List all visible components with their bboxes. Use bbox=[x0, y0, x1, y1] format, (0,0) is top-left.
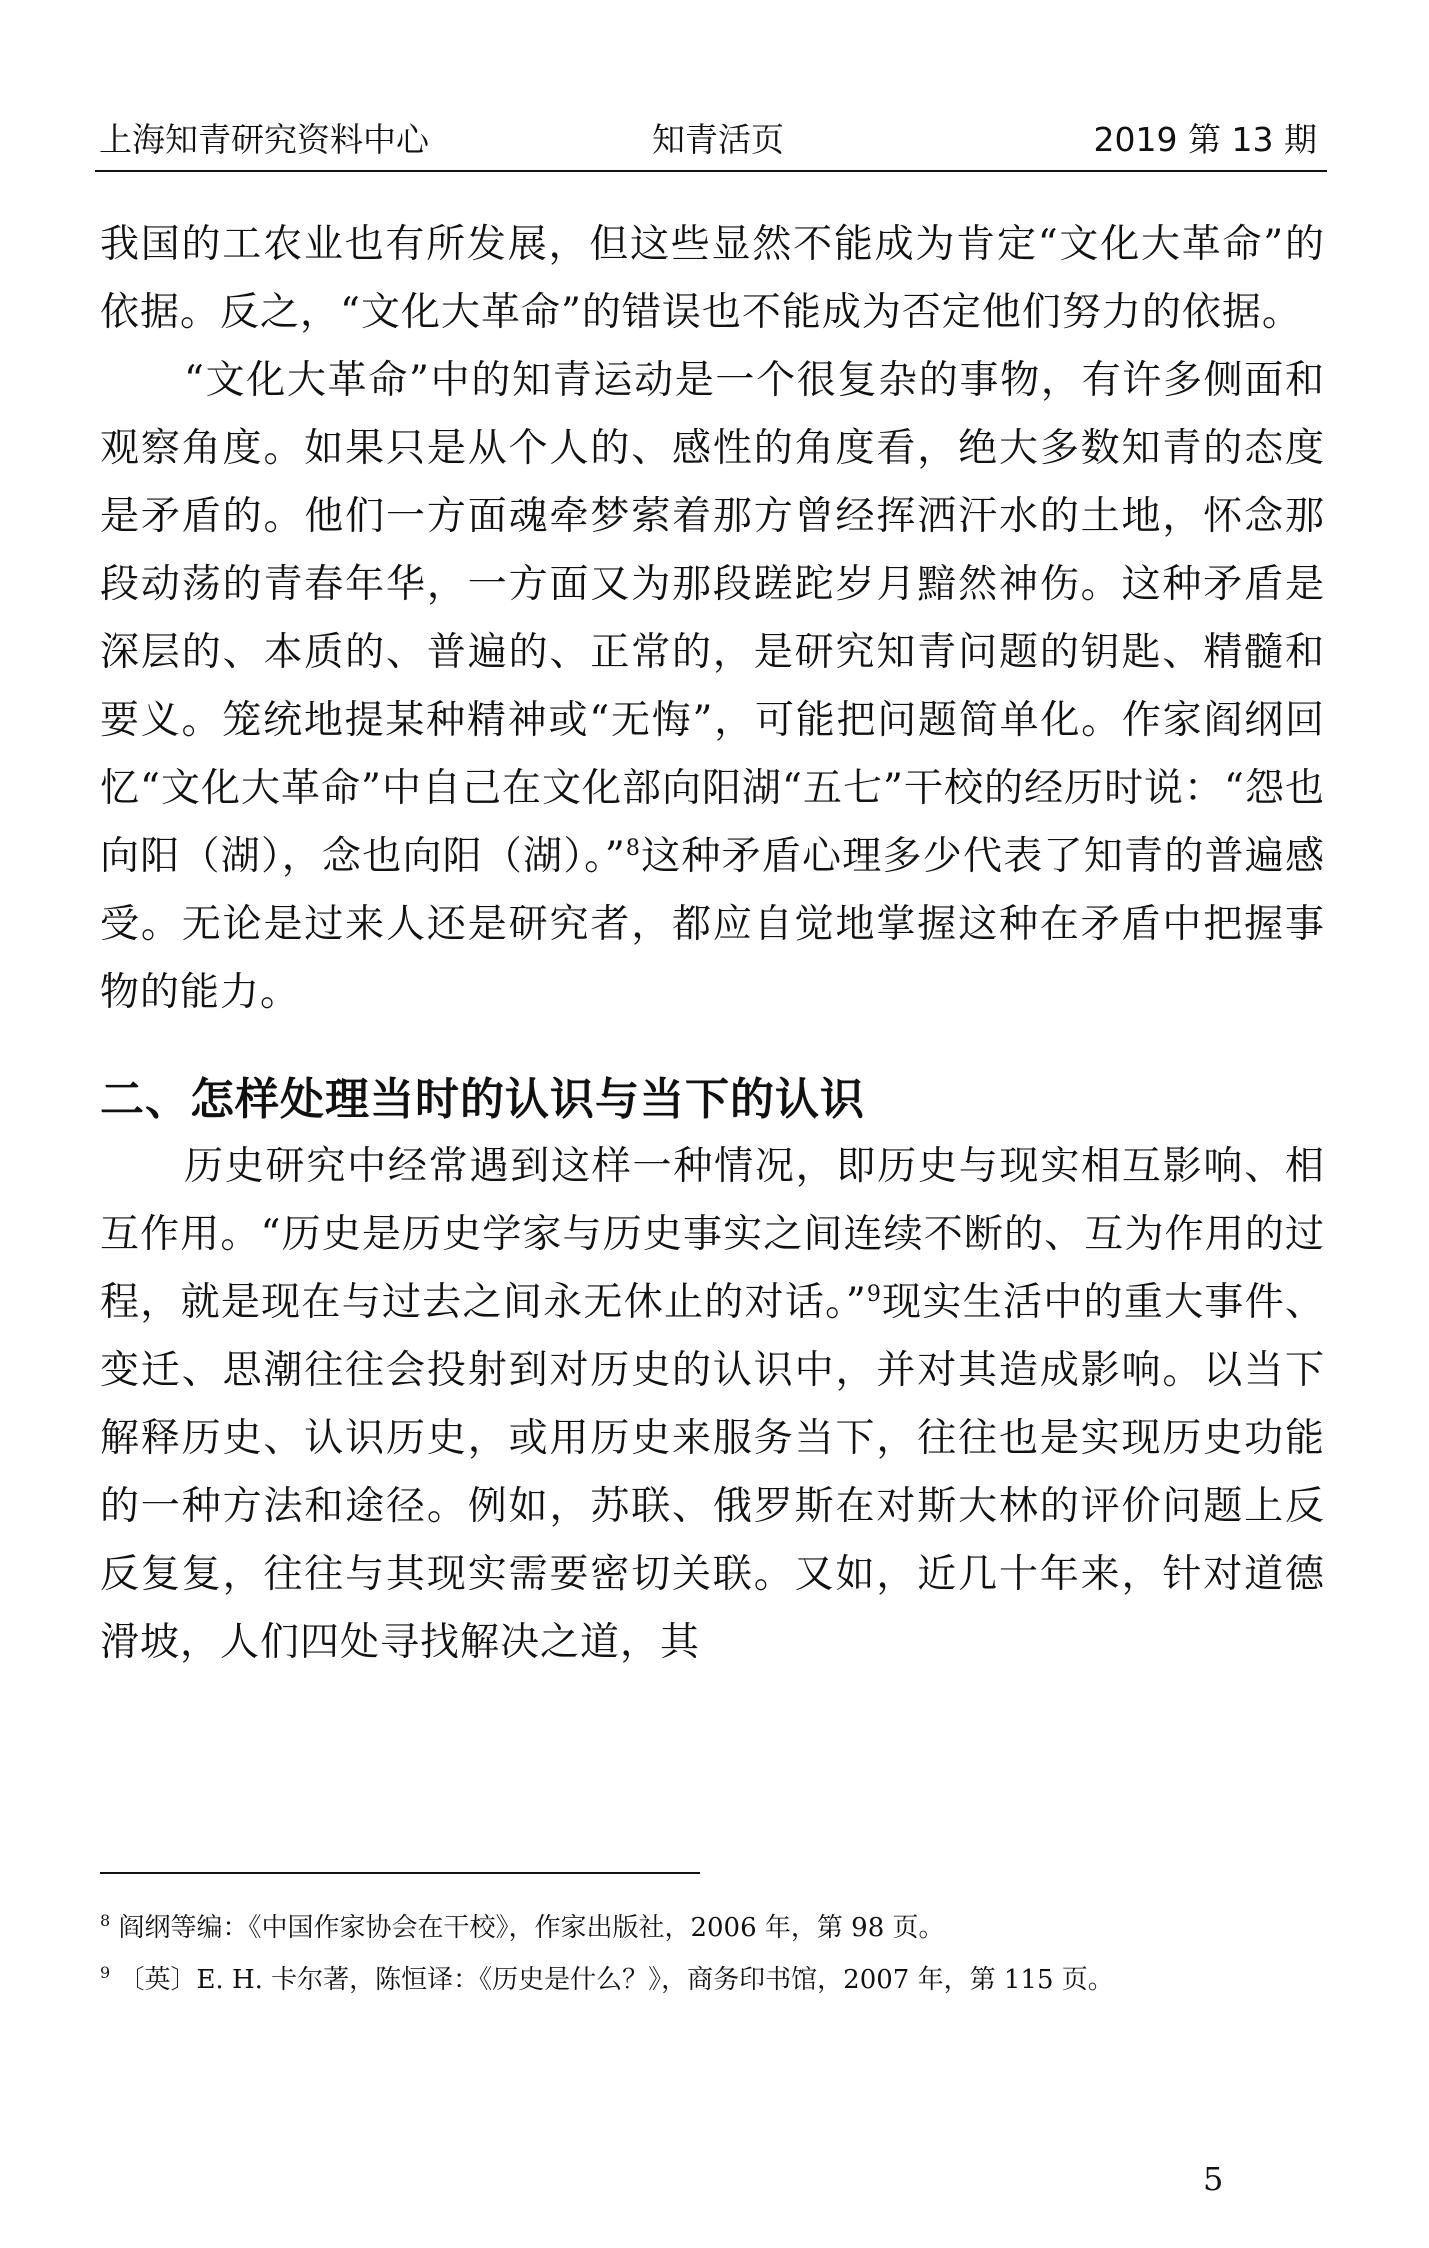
footnote-number: 9 bbox=[100, 1963, 111, 1982]
paragraph-2-part-2: 这种矛盾心理多少代表了知青的普遍感受。无论是过来人还是研究者，都应自觉地掌握这种在矛盾中把握事物的能力。 bbox=[100, 834, 1325, 1015]
footnote-ref-9[interactable]: 9 bbox=[866, 1282, 882, 1307]
article-body bbox=[100, 211, 1325, 1677]
footnotes bbox=[100, 1905, 1260, 2009]
paragraph-2-part-1: “文化大革命”中的知青运动是一个很复杂的事物，有许多侧面和观察角度。如果只是从个人的、感性的角度看，绝大多数知青的态度是矛盾的。他们一方面魂牵梦萦着那方曾经挥洒汗水的土地，怀念那段动荡的青春年华，一方面又为那段蹉跎岁月黯然神伤。这种矛盾是深层的、本质的、普遍的、正常的，是研究知青问题的钥匙、精髓和要义。笼统地提某种精神或“无悔”，可能把问题简单化。作家阎纲回忆“文化大革命”中自己在文化部向阳湖“五七”干校的经历时说：“怨也向阳（湖），念也向阳（湖）。” bbox=[100, 358, 1325, 879]
paragraph-3-part-2: 现实生活中的重大事件、变迁、思潮往往会投射到对历史的认识中，并对其造成影响。以当下解释历史、认识历史，或用历史来服务当下，往往也是实现历史功能的一种方法和途径。例如，苏联、俄罗斯在对斯大林的评价问题上反反复复，往往与其现实需要密切关联。又如，近几十年来，针对道德滑坡，人们四处寻找解决之道，其 bbox=[100, 1280, 1325, 1665]
header-publication-title: 知青活页 bbox=[652, 120, 784, 159]
paragraph-1: 我国的工农业也有所发展，但这些显然不能成为肯定“文化大革命”的依据。反之，“文化大革命”的错误也不能成为否定他们努力的依据。 bbox=[100, 222, 1325, 335]
footnote-separator bbox=[100, 1872, 700, 1874]
section-heading: 二、怎样处理当时的认识与当下的认识 bbox=[100, 1074, 865, 1125]
paragraph-2 bbox=[100, 347, 1325, 1027]
footnote-item bbox=[100, 1905, 1260, 1951]
footnote-item bbox=[100, 1957, 1260, 2003]
paragraph-3 bbox=[100, 1133, 1325, 1677]
footnote-text: 阎纲等编：《中国作家协会在干校》，作家出版社，2006 年，第 98 页。 bbox=[118, 1913, 945, 1943]
page-number: 5 bbox=[1203, 2160, 1224, 2198]
running-header bbox=[95, 104, 1325, 164]
footnote-text: 〔英〕E. H. 卡尔著，陈恒译：《历史是什么？》，商务印书馆，2007 年，第 115 页。 bbox=[118, 1965, 1114, 1995]
footnote-ref-8[interactable]: 8 bbox=[625, 836, 641, 861]
footnote-number: 8 bbox=[100, 1911, 111, 1930]
paragraph-3-part-1: 历史研究中经常遇到这样一种情况，即历史与现实相互影响、相互作用。“历史是历史学家与历史事实之间连续不断的、互为作用的过程，就是现在与过去之间永无休止的对话。” bbox=[100, 1144, 1325, 1325]
header-publisher: 上海知青研究资料中心 bbox=[99, 120, 429, 159]
header-issue: 2019 第 13 期 bbox=[1093, 120, 1317, 159]
header-rule bbox=[95, 170, 1327, 172]
